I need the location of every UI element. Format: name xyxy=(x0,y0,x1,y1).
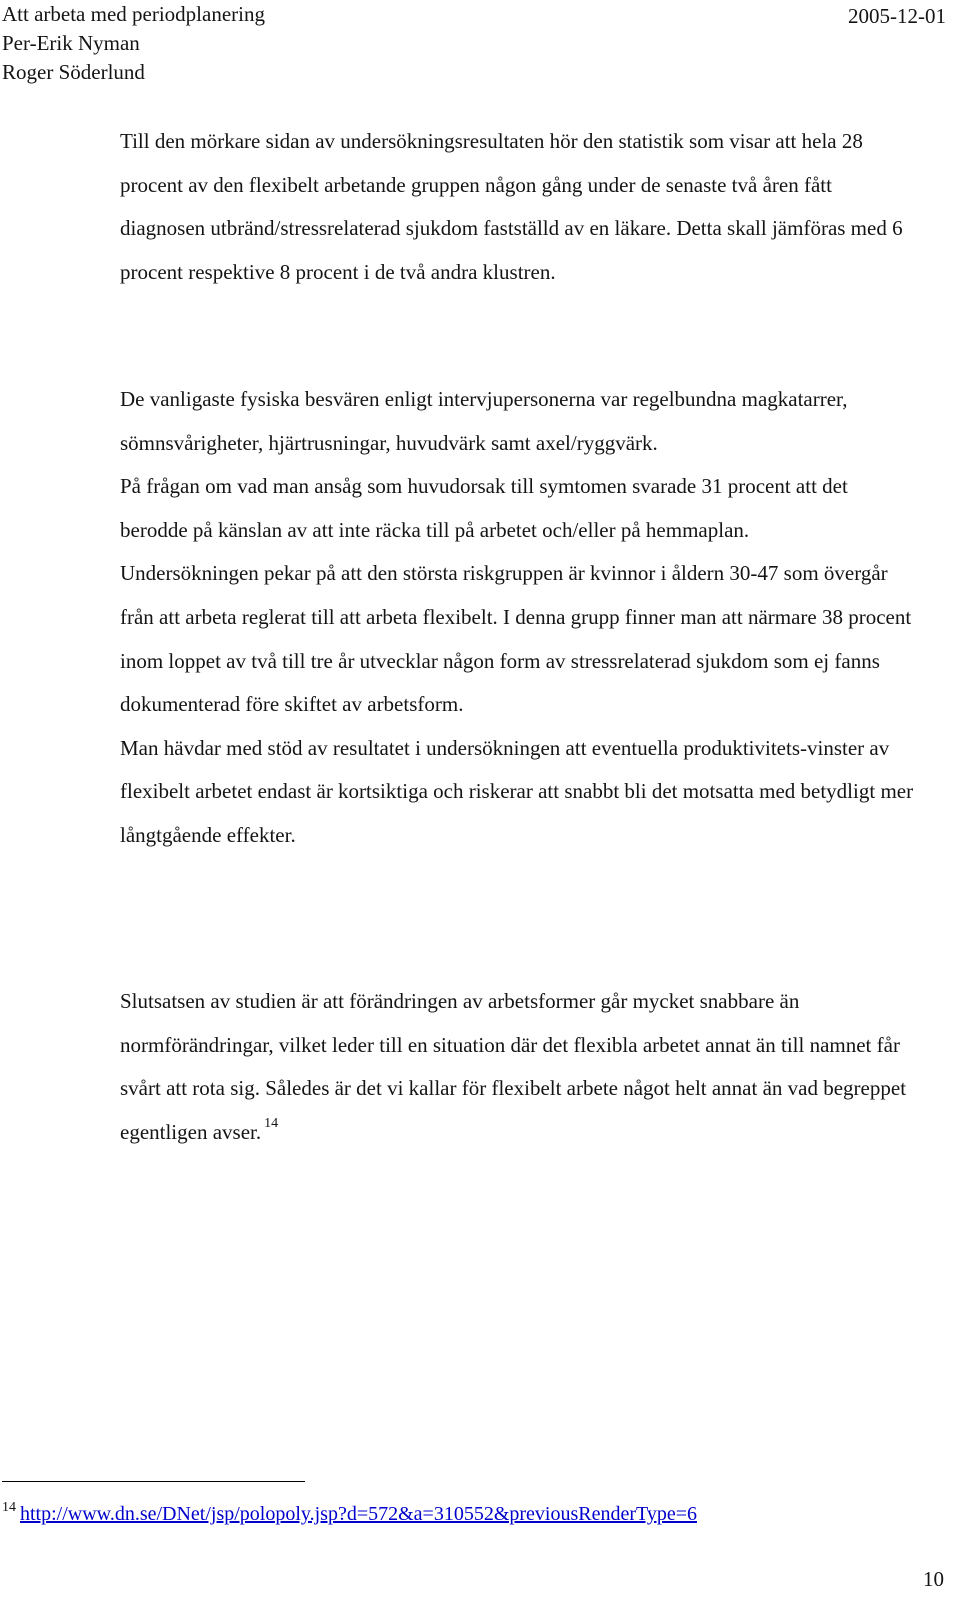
paragraph-text: Till den mörkare sidan av undersökningsresultaten hör den statistik som visar att hela 28 procent av den flexibelt arbetande gruppen någon gång under de senaste två åren fått diagnosen utbränd/stressrelaterad sjukdom fastställd av en läkare. Detta skall jämföras med 6 procent respektive 8 procent i de två andra klustren. xyxy=(120,129,903,284)
document-date: 2005-12-01 xyxy=(848,4,946,28)
conclusion-paragraph xyxy=(120,980,920,1157)
paragraph-text: De vanligaste fysiska besvären enligt intervjupersonerna var regelbundna magkatarrer, sömnsvårigheter, hjärtrusningar, huvudvärk samt axel/ryggvärk. xyxy=(120,387,848,455)
paragraph-text: Slutsatsen av studien är att förändringen av arbetsformer går mycket snabbare än normförändringar, vilket leder till en situation där det flexibla arbetet annat än till namnet får svårt att rota sig. Således är det vi kallar för flexibelt arbete något helt annat än vad begreppet egentligen avser. xyxy=(120,989,907,1144)
paragraph xyxy=(120,980,920,1157)
paragraph-text: Man hävdar med stöd av resultatet i undersökningen att eventuella produktivitets-vinster av flexibelt arbetet endast är kortsiktiga och riskerar att snabbt bli det motsatta med betydligt mer långtgående effekter. xyxy=(120,735,914,847)
footnote-reference[interactable]: 14 xyxy=(264,1115,279,1131)
page-number: 10 xyxy=(923,1567,944,1591)
author-name: Per-Erik Nyman xyxy=(2,31,140,55)
footnote xyxy=(2,1500,697,1526)
paragraph-text: På frågan om vad man ansåg som huvudorsak till symtomen svarade 31 procent att det berodde på känslan av att inte räcka till på arbetet och/eller på hemmaplan. xyxy=(120,474,848,542)
document-title: Att arbeta med periodplanering xyxy=(2,2,265,26)
paragraph xyxy=(120,120,920,294)
footnote-separator xyxy=(2,1481,305,1482)
footnote-number: 14 xyxy=(2,1500,16,1515)
footnote-link[interactable]: http://www.dn.se/DNet/jsp/polopoly.jsp?d=572&a=310552&previousRenderType=6 xyxy=(20,1503,697,1525)
paragraph-block xyxy=(120,378,920,858)
author-name: Roger Söderlund xyxy=(2,60,145,84)
paragraph-text: Undersökningen pekar på att den största riskgruppen är kvinnor i åldern 30-47 som övergår från att arbeta reglerat till att arbeta flexibelt. I denna grupp finner man att närmare 38 procent inom loppet av två till tre år utvecklar någon form av stressrelaterad sjukdom som ej fanns dokumenterad före skiftet av arbetsform. xyxy=(120,561,912,717)
